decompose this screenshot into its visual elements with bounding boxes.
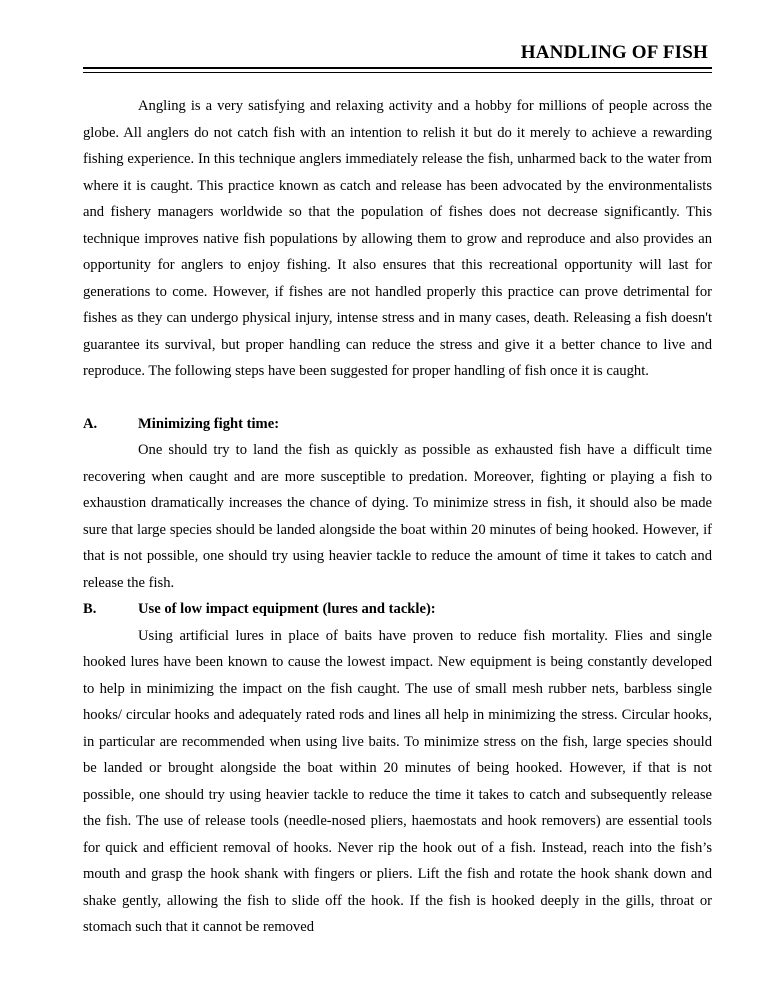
section-letter: A. bbox=[83, 415, 98, 432]
intro-paragraph: Angling is a very satisfying and relaxing activity and a hobby for millions of people across the globe. All anglers do not catch fish with an intention to relish it but do it merely to achieve a rewarding fishing experience. In this technique anglers immediately release the fish, unharmed back to the water from where it is caught. This practice known as catch and release has been advocated by the environmentalists and fishery managers worldwide so that the population of fishes does not decrease significantly. This technique improves native fish populations by allowing them to grow and reproduce and also provides an opportunity for anglers to enjoy fishing. It also ensures that this recreational opportunity will last for generations to come. However, if fishes are not handled properly this practice can prove detrimental for fishes as they can undergo physical injury, intense stress and in many cases, death. Releasing a fish doesn't guarantee its survival, but proper handling can reduce the stress and give it a better chance to live and reproduce. The following steps have been suggested for proper handling of fish once it is caught. bbox=[83, 98, 712, 379]
header-rule-thin bbox=[83, 72, 712, 73]
section-letter: B. bbox=[83, 601, 97, 617]
section-title: Use of low impact equipment (lures and tackle): bbox=[138, 601, 436, 617]
section-heading-a bbox=[83, 411, 712, 438]
section-paragraph-b: Using artificial lures in place of baits have proven to reduce fish mortality. Flies and single hooked lures have been known to cause the lowest impact. New equipment is being constantly developed to help in minimizing the impact on the fish caught. The use of small mesh rubber nets, barbless single hooks/ circular hooks and adequately rated rods and lines all help in minimizing the stress. Circular hooks, in particular are recommended when using live baits. To minimize stress on the fish, large species should be landed or brought alongside the boat within 20 minutes of being hooked. However, if that is not possible, one should try using heavier tackle to reduce the time it takes to catch and subsequently release the fish. The use of release tools (needle-nosed pliers, haemostats and hook removers) are essential tools for quick and efficient removal of hooks. Never rip the hook out of a fish. Instead, reach into the fish’s mouth and grasp the hook shank with fingers or pliers. Lift the fish and rotate the hook shank down and shake gently, allowing the fish to slide off the hook. If the fish is hooked deeply in the gills, throat or stomach such that it cannot be removed bbox=[83, 627, 712, 935]
section-title: Minimizing fight time: bbox=[138, 415, 280, 432]
document-body bbox=[83, 79, 712, 941]
section-paragraph-a: One should try to land the fish as quickly as possible as exhausted fish have a difficult time recovering when caught and are more susceptible to predation. Moreover, fighting or playing a fish to exhaustion dramatically increases the chance of dying. To minimize stress in fish, it should also be made sure that large species should be landed alongside the boat within 20 minutes of being hooked. However, if that is not possible, one should try using heavier tackle to reduce the amount of time it takes to catch and release the fish. bbox=[83, 442, 712, 591]
section-heading-b bbox=[83, 596, 712, 623]
header-rule-thick bbox=[83, 67, 712, 69]
page-title: HANDLING OF FISH bbox=[520, 42, 708, 63]
